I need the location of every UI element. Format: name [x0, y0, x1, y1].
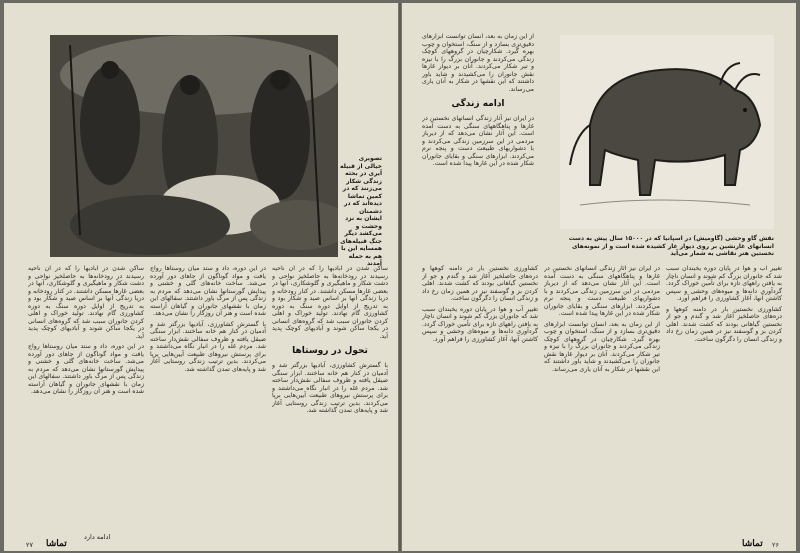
left-page-column-2: [150, 265, 266, 535]
paragraph: با گسترش کشاورزی، آبادیها بزرگتر شد و آدمیان در کنار هم خانه ساختند. ابزار سنگی صیقل یافته و ظروف سفالی نقش‌دار ساخته شد. مردم غله را در انبار نگاه می‌داشتند و برای پرستش نیروهای طبیعت آیین‌هایی برپا می‌کردند. بدین ترتیب زندگی روستایی آغاز شد و پایه‌های تمدن گذاشته شد.: [150, 320, 266, 373]
paragraph: تغییر آب و هوا در پایان دوره یخبندان سبب شد که جانوران بزرگ کم شوند و انسان ناچار به یافتن راههای تازه برای تأمین خوراک گردد. گردآوری دانه‌ها و میوه‌های وحشی و سپس کاشتن آنها، آغاز کشاورزی را فراهم آورد.: [666, 265, 782, 302]
section-heading: تحول در روستاها: [292, 346, 368, 356]
section-heading: ادامه زندگی: [451, 99, 505, 109]
photo-caption-box: [338, 35, 384, 267]
left-page: [4, 3, 398, 551]
page-number: ۲۶: [772, 541, 779, 549]
photo-caption: تصویری خیالی از قبیله آیری در بحثه زندگی شکار می‌زنند که در کمین تماشا دیده‌اند که در دشمنان ایشان به نزد وحشت و می‌کشد دیگر جنگ قبیله‌های همسایه این با هم به حمله آمدند: [340, 155, 382, 267]
page-number: ۲۷: [26, 541, 33, 549]
paragraph: در ایران نیز آثار زندگی انسانهای نخستین در غارها و پناهگاههای سنگی به دست آمده است. این آثار نشان می‌دهد که از دیرباز مردمی در این سرزمین زندگی می‌کردند و با دشواریهای طبیعت دست و پنجه نرم می‌کردند. ابزارهای سنگی و بقایای جانوران شکار شده در این غارها پیدا شده است.: [544, 265, 660, 317]
left-page-column-3: [28, 265, 144, 530]
paragraph: تغییر آب و هوا در پایان دوره یخبندان سبب شد که جانوران بزرگ کم شوند و انسان ناچار به یافتن راههای تازه برای تأمین خوراک گردد. گردآوری دانه‌ها و میوه‌های وحشی و سپس کاشتن آنها، آغاز کشاورزی را فراهم آورد.: [422, 305, 538, 343]
paragraph: کشاورزی نخستین بار در دامنه کوهها و دره‌های حاصلخیز آغاز شد و گندم و جو از نخستین گیاهانی بودند که کشت شدند. اهلی کردن بز و گوسفند نیز در همین زمان رخ داد و زندگی انسان را دگرگون ساخت.: [422, 265, 538, 302]
paragraph: کشاورزی نخستین بار در دامنه کوهها و دره‌های حاصلخیز آغاز شد و گندم و جو از نخستین گیاهانی بودند که کشت شدند. اهلی کردن بز و گوسفند نیز در همین زمان رخ داد و زندگی انسان را دگرگون ساخت.: [666, 305, 782, 343]
paragraph: در این دوره، داد و ستد میان روستاها رواج یافت و مواد گوناگون از جاهای دور آورده می‌شد. ساخت خانه‌های گلی و خشتی و پیدایش گورستانها نشان می‌دهد که مردم به زندگی پس از مرگ باور داشتند. سفالهای این زمان با نقشهای جانوران و گیاهان آراسته شده است و هنر آن روزگار را نشان می‌دهد.: [28, 343, 144, 395]
right-page-column-3: [422, 265, 538, 530]
magazine-logo: تماشا: [46, 539, 67, 549]
paragraph: در ایران نیز آثار زندگی انسانهای نخستین در غارها و پناهگاههای سنگی به دست آمده است. این آثار نشان می‌دهد که از دیرباز مردمی در این سرزمین زندگی می‌کردند و با دشواریهای طبیعت دست و پنجه نرم می‌کردند. ابزارهای سنگی و بقایای جانوران شکار شده در این غارها پیدا شده است.: [422, 115, 534, 167]
paragraph: ساکن شدن در آبادیها را که در آن ناحیه رسیدند در رودخانه‌ها به حاصلخیز نواحی و دشت شکار و ماهیگیری و گلوشکاری، آنها در بعضی غارها مسکن داشتند. در کنار رودخانه و دریا زندگی آنها بر اساس صید و شکار بود و به تدریج از اوایل دوره سنگ به دوره کشاورزی گام نهادند. تولید خوراک و اهلی کردن جانوران سبب شد که گروه‌های انسانی در یکجا ساکن شوند و آبادیهای کوچک پدید آید.: [272, 265, 388, 340]
bison-drawing-art: [560, 35, 774, 229]
paragraph: با گسترش کشاورزی، آبادیها بزرگتر شد و آدمیان در کنار هم خانه ساختند. ابزار سنگی صیقل یافته و ظروف سفالی نقش‌دار ساخته شد. مردم غله را در انبار نگاه می‌داشتند و برای پرستش نیروهای طبیعت آیین‌هایی برپا می‌کردند. بدین ترتیب زندگی روستایی آغاز شد و پایه‌های تمدن گذاشته شد.: [272, 362, 388, 414]
right-page-column-top: [422, 33, 534, 263]
drawing-caption: نقش گاو وحشی (گاومیش) در اسپانیا که در ۱۵۰۰۰ سال پیش به دست انسانهای غارنشین بر روی دیوار غار کشیده شده است و از نمونه‌های نخستین هنر نقاشی به شمار می‌آید: [568, 235, 774, 257]
cavemen-illustration-art: [50, 35, 338, 257]
continued-note: ادامه دارد: [84, 533, 111, 541]
cave-bison-drawing: [560, 35, 774, 229]
paragraph: از این زمان به بعد، انسان توانست ابزارهای دقیق‌تری بسازد و از سنگ، استخوان و چوب بهره گیرد. شکارچیان در گروههای کوچک زندگی می‌کردند و جانوران بزرگ را با نیزه و تیر شکار می‌کردند. آنان بر دیوار غارها نقش جانوران را می‌کشیدند و شاید باور داشتند که این نقشها در شکار به آنان یاری می‌رساند.: [544, 320, 660, 373]
right-page-column-1: [666, 265, 782, 535]
paragraph: در این دوره، داد و ستد میان روستاها رواج یافت و مواد گوناگون از جاهای دور آورده می‌شد. ساخت خانه‌های گلی و خشتی و پیدایش گورستانها نشان می‌دهد که مردم به زندگی پس از مرگ باور داشتند. سفالهای این زمان با نقشهای جانوران و گیاهان آراسته شده است و هنر آن روزگار را نشان می‌دهد.: [150, 265, 266, 317]
right-page-column-2: [544, 265, 660, 535]
paragraph: از این زمان به بعد، انسان توانست ابزارهای دقیق‌تری بسازد و از سنگ، استخوان و چوب بهره گیرد. شکارچیان در گروههای کوچک زندگی می‌کردند و جانوران بزرگ را با نیزه و تیر شکار می‌کردند. آنان بر دیوار غارها نقش جانوران را می‌کشیدند و شاید باور داشتند که این نقشها در شکار به آنان یاری می‌رساند.: [422, 33, 534, 93]
paragraph: ساکن شدن در آبادیها را که در آن ناحیه رسیدند در رودخانه‌ها به حاصلخیز نواحی و دشت شکار و ماهیگیری و گلوشکاری، آنها در بعضی غارها مسکن داشتند. در کنار رودخانه و دریا زندگی آنها بر اساس صید و شکار بود و به تدریج از اوایل دوره سنگ به دوره کشاورزی گام نهادند. تولید خوراک و اهلی کردن جانوران سبب شد که گروه‌های انسانی در یکجا ساکن شوند و آبادیهای کوچک پدید آید.: [28, 265, 144, 340]
left-page-column-1: [272, 265, 388, 535]
magazine-logo: تماشا: [742, 539, 763, 549]
magazine-spread: [4, 3, 796, 551]
cavemen-illustration: [50, 35, 338, 257]
